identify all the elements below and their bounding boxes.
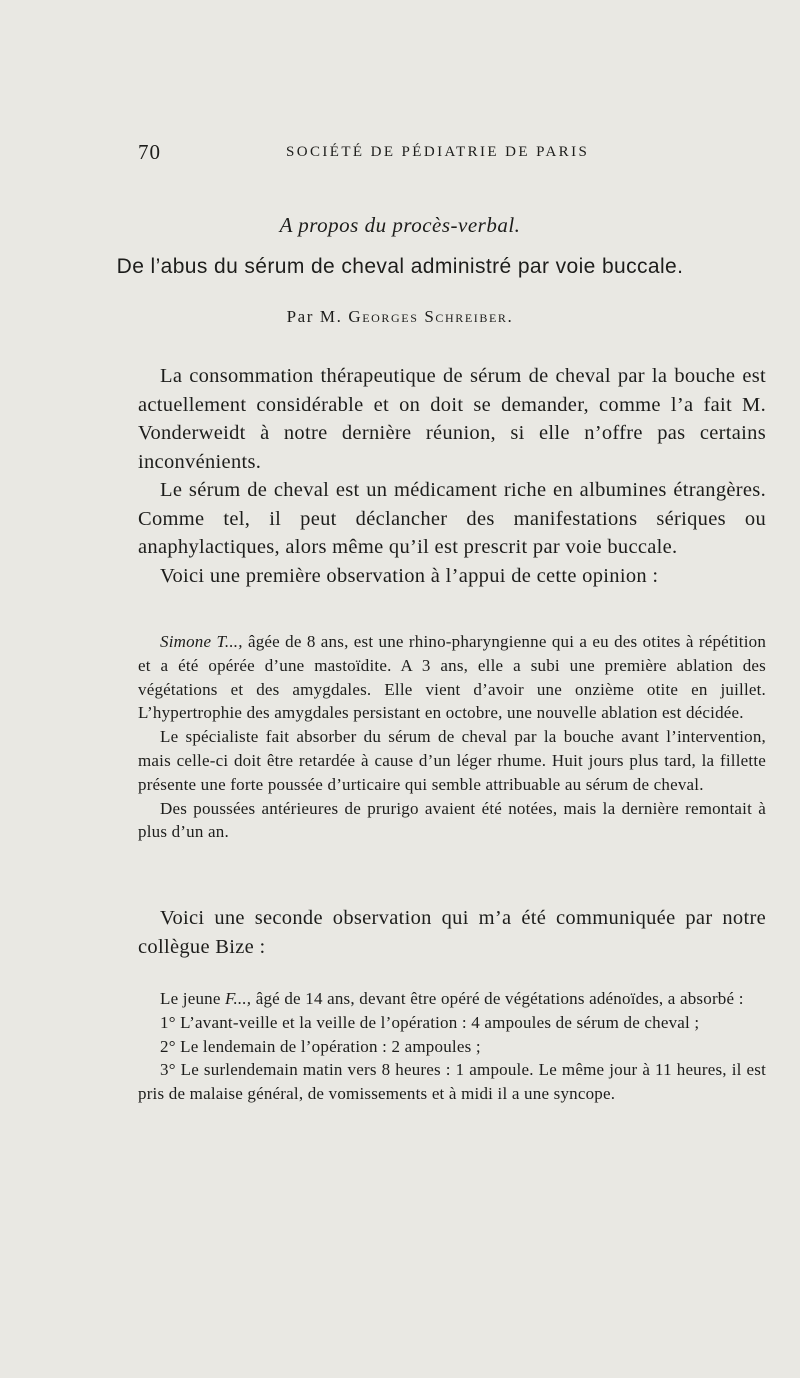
second-intro-paragraph: Voici une seconde observation qui m’a été communiquée par notre collègue Bize : — [138, 907, 766, 958]
patient-name: F..., — [225, 989, 252, 1008]
intro-paragraph: Voici une première observation à l’appui de cette opinion : — [160, 564, 659, 587]
patient-name: Simone T..., — [160, 632, 243, 651]
case-two-lead: Le jeune — [160, 989, 221, 1008]
case-two-text: âgé de 14 ans, devant être opéré de végétations adénoïdes, a absorbé : — [255, 989, 744, 1008]
article-title: De l’abus du sérum de cheval administré par voie buccale. — [116, 255, 684, 278]
case-one-text: âgée de 8 ans, est une rhino-pharyngienne qui a eu des otites à répétition et a été opérée d’une mastoïdite. A 3 ans, elle a subi une première ablation des végétations et des amygdales. Elle vient d’avoir une onzième otite en juillet. L’hypertrophie des amygdales persistant en octobre, une nouvelle ablation est décidée. — [138, 632, 767, 723]
author-name: Georges Schreiber. — [348, 307, 514, 326]
section-title: A propos du procès-verbal. — [279, 213, 521, 237]
case-one-paragraph — [138, 630, 766, 725]
author-prefix: Par M. — [286, 307, 343, 326]
case-one-paragraph: Des poussées antérieures de prurigo avaient été notées, mais la dernière remontait à plus d’un an. — [138, 798, 766, 842]
case-two-item: 3° Le surlendemain matin vers 8 heures : 1 ampoule. Le même jour à 11 heures, il est pris de malaise général, de vomissements et à midi il a une syncope. — [138, 1060, 766, 1104]
case-two-paragraph — [138, 987, 766, 1011]
page-number: 70 — [138, 140, 161, 164]
case-one — [138, 630, 766, 844]
case-two-item: 1° L’avant-veille et la veille de l’opération : 4 ampoules de sérum de cheval ; — [160, 1012, 700, 1032]
author-line — [0, 307, 800, 327]
intro-paragraph: La consommation thérapeutique de sérum de cheval par la bouche est actuellement considérable et on doit se demander, comme l’a fait M. Vonderweidt à notre dernière réunion, si elle n’offre pas certains inconvénients. — [138, 365, 766, 473]
intro-paragraph: Le sérum de cheval est un médicament riche en albumines étrangères. Comme tel, il peut déclancher des manifestations sériques ou anaphylactiques, alors même qu’il est prescrit par voie buccale. — [138, 479, 766, 558]
running-head: SOCIÉTÉ DE PÉDIATRIE DE PARIS — [286, 144, 590, 160]
page-header — [138, 140, 766, 170]
second-intro — [138, 904, 766, 961]
intro-text — [138, 362, 766, 590]
case-one-paragraph: Le spécialiste fait absorber du sérum de cheval par la bouche avant l’intervention, mais celle-ci doit être retardée à cause d’un léger rhume. Huit jours plus tard, la fillette présente une forte poussée d’urticaire qui semble attribuable au sérum de cheval. — [138, 727, 766, 794]
case-two — [138, 987, 766, 1106]
case-two-item: 2° Le lendemain de l’opération : 2 ampoules ; — [160, 1036, 481, 1056]
